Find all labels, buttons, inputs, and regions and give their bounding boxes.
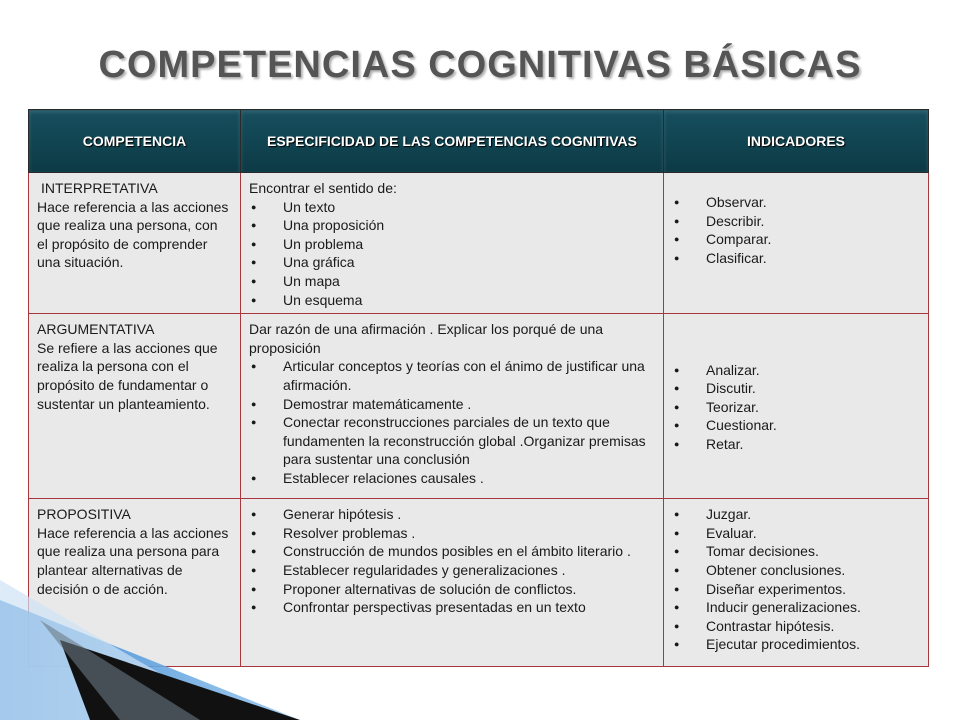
list-item: ● Teorizar. (672, 398, 920, 417)
specificity-list (249, 505, 655, 617)
list-item: ● Establecer regularidades y generalizaciones . (249, 561, 655, 580)
header-especificidad: ESPECIFICIDAD DE LAS COMPETENCIAS COGNITIVAS (241, 110, 664, 173)
indicators-list (672, 505, 920, 654)
indicators-cell (664, 173, 929, 314)
specificity-cell (241, 314, 664, 499)
list-item: ● Un texto (249, 198, 655, 217)
list-item: ● Analizar. (672, 361, 920, 380)
competency-description: Hace referencia a las acciones que realiza una persona, con el propósito de comprender una situación. (37, 198, 229, 271)
indicators-list (672, 193, 920, 267)
competency-name: INTERPRETATIVA (41, 180, 158, 196)
list-item: ● Clasificar. (672, 249, 920, 268)
table-header-row (29, 110, 929, 173)
list-item: ● Demostrar matemáticamente . (249, 395, 655, 414)
list-item: ● Retar. (672, 435, 920, 454)
list-item: ● Una gráfica (249, 253, 655, 272)
slide-title: COMPETENCIAS COGNITIVAS BÁSICAS (98, 44, 862, 86)
competency-description: Hace referencia a las acciones que realiza una persona para plantear alternativas de decisión o de acción. (37, 524, 229, 597)
table-row (29, 173, 929, 314)
list-item: ● Un problema (249, 235, 655, 254)
list-item: ● Una proposición (249, 216, 655, 235)
list-item: ● Proponer alternativas de solución de conflictos. (249, 580, 655, 599)
list-item: ● Confrontar perspectivas presentadas en un texto (249, 598, 655, 617)
specificity-list (249, 357, 655, 487)
corner-swoosh-decoration (0, 560, 300, 720)
specificity-list (249, 198, 655, 310)
list-item: ● Generar hipótesis . (249, 505, 655, 524)
list-item: ● Construcción de mundos posibles en el ámbito literario . (249, 542, 655, 561)
list-item: ● Evaluar. (672, 524, 920, 543)
list-item: ● Tomar decisiones. (672, 542, 920, 561)
list-item: ● Contrastar hipótesis. (672, 617, 920, 636)
list-item: ● Un mapa (249, 272, 655, 291)
list-item: ● Observar. (672, 193, 920, 212)
list-item: ● Discutir. (672, 379, 920, 398)
list-item: ● Describir. (672, 212, 920, 231)
specificity-cell (241, 173, 664, 314)
competency-description: Se refiere a las acciones que realiza la persona con el propósito de fundamentar o sustentar un planteamiento. (37, 339, 218, 412)
list-item: ● Un esquema (249, 291, 655, 310)
table-row (29, 314, 929, 499)
list-item: ● Resolver problemas . (249, 524, 655, 543)
indicators-cell (664, 314, 929, 499)
specificity-cell (241, 499, 664, 667)
list-item: ● Comparar. (672, 230, 920, 249)
list-item: ● Ejecutar procedimientos. (672, 635, 920, 654)
list-item: ● Obtener conclusiones. (672, 561, 920, 580)
list-item: ● Cuestionar. (672, 416, 920, 435)
list-item: ● Inducir generalizaciones. (672, 598, 920, 617)
list-item: ● Juzgar. (672, 505, 920, 524)
header-indicadores: INDICADORES (664, 110, 929, 173)
list-item: ● Establecer relaciones causales . (249, 469, 655, 488)
competency-cell (29, 314, 241, 499)
competency-name: ARGUMENTATIVA (37, 321, 155, 338)
indicators-list (672, 361, 920, 454)
header-competencia: COMPETENCIA (29, 110, 241, 173)
list-item: ● Articular conceptos y teorías con el ánimo de justificar una afirmación. (249, 357, 655, 394)
specificity-lead: Dar razón de una afirmación . Explicar los porqué de una proposición (249, 321, 604, 356)
list-item: ● Conectar reconstrucciones parciales de un texto que fundamenten la reconstrucción global .Organizar premisas para sustentar una conclusión (249, 413, 655, 469)
indicators-cell (664, 499, 929, 667)
specificity-lead: Encontrar el sentido de: (249, 180, 397, 196)
competency-name: PROPOSITIVA (37, 506, 131, 523)
competency-cell (29, 173, 241, 314)
list-item: ● Diseñar experimentos. (672, 580, 920, 599)
